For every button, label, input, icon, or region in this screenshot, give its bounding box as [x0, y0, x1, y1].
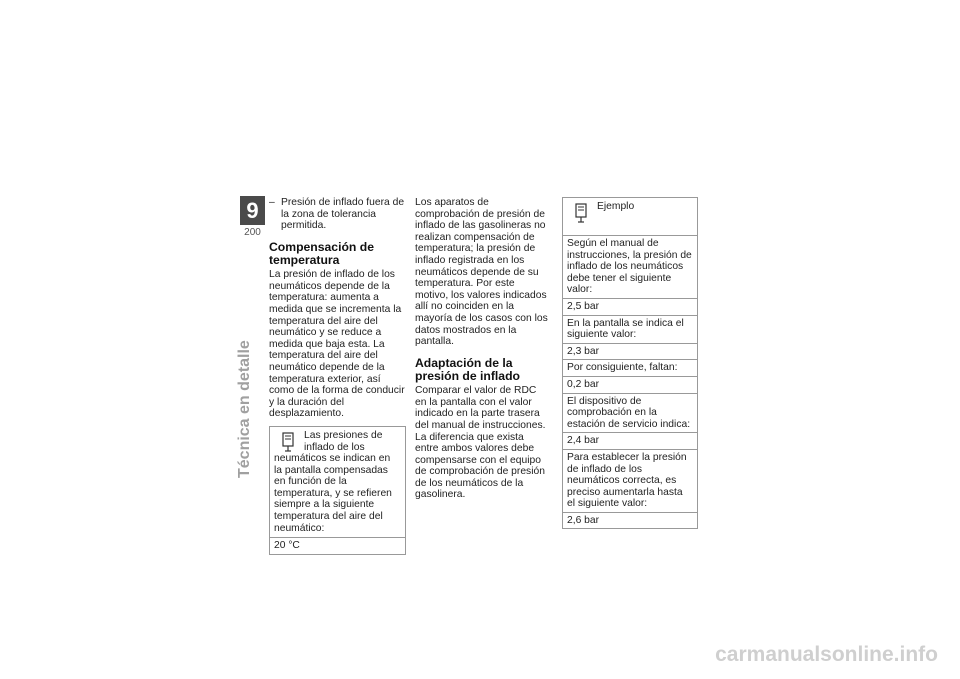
bullet-text: Presión de inflado fuera de la zona de tolerancia permitida. [281, 197, 405, 232]
example-row: 2,4 bar [563, 433, 697, 450]
note-value: 20 °C [274, 540, 300, 552]
example-row: En la pantalla se indica el siguiente valor: [563, 316, 697, 344]
temperature-paragraph: La presión de inflado de los neumáticos depende de la temperatura: aumenta a medida que se incrementa la temperatura del aire del neumático y se reduce a medida que baja esta. La temperatura del aire del neumático depende de la temperatura exterior, así como de la forma de conducir y la duración del desplazamiento. [269, 269, 405, 420]
example-row: 0,2 bar [563, 377, 697, 394]
column-2 [415, 197, 548, 501]
page-number: 200 [244, 227, 261, 238]
section-heading-adaptation: Adaptación de la presión de inflado [415, 355, 520, 383]
info-icon [280, 431, 300, 453]
gas-station-paragraph: Los aparatos de comprobación de presión de inflado de las gasolineras no realizan compensación de temperatura; la presión de inflado registrada en los neumáticos depende de su temperatura. Por este motivo, los valores indicados allí no coinciden en la mayoría de los casos con los datos mostrados en la pantalla. [415, 197, 548, 348]
example-row: 2,6 bar [567, 514, 600, 526]
example-row: Para establecer la presión de inflado de los neumáticos correcta, es preciso aumentarla hasta el siguiente valor: [563, 450, 697, 513]
chapter-title: Técnica en detalle [236, 340, 253, 478]
example-icon [573, 202, 593, 224]
note-text: Las presiones de inflado de los neumáticos se indican en la pantalla compensadas en función de la temperatura, y se refieren siempre a la siguiente temperatura del aire del neumático: [274, 429, 392, 534]
example-row: 2,5 bar [563, 299, 697, 316]
example-head [563, 198, 697, 236]
column-1 [269, 197, 406, 555]
watermark: carmanualsonline.info [715, 643, 938, 666]
example-row: 2,3 bar [563, 344, 697, 361]
section-heading-temperature: Compensación de temperatura [269, 239, 374, 267]
note-head [270, 427, 405, 538]
adaptation-paragraph: Comparar el valor de RDC en la pantalla con el valor indicado en la parte trasera del manual de instrucciones. La diferencia que exista entre ambos valores debe compensarse con el equipo de comprobación de presión de los neumáticos de la gasolinera. [415, 385, 546, 501]
example-title: Ejemplo [597, 201, 635, 212]
example-row: El dispositivo de comprobación en la estación de servicio indica: [563, 394, 697, 434]
temperature-note-box [269, 426, 406, 555]
column-3 [562, 197, 698, 529]
example-row: Según el manual de instrucciones, la presión de inflado de los neumáticos debe tener el siguiente valor: [563, 236, 697, 299]
bullet-dash: – [269, 197, 275, 208]
chapter-number: 9 [240, 196, 265, 225]
example-box [562, 197, 698, 529]
example-row: Por consiguiente, faltan: [563, 360, 697, 377]
bullet-item [269, 197, 406, 232]
